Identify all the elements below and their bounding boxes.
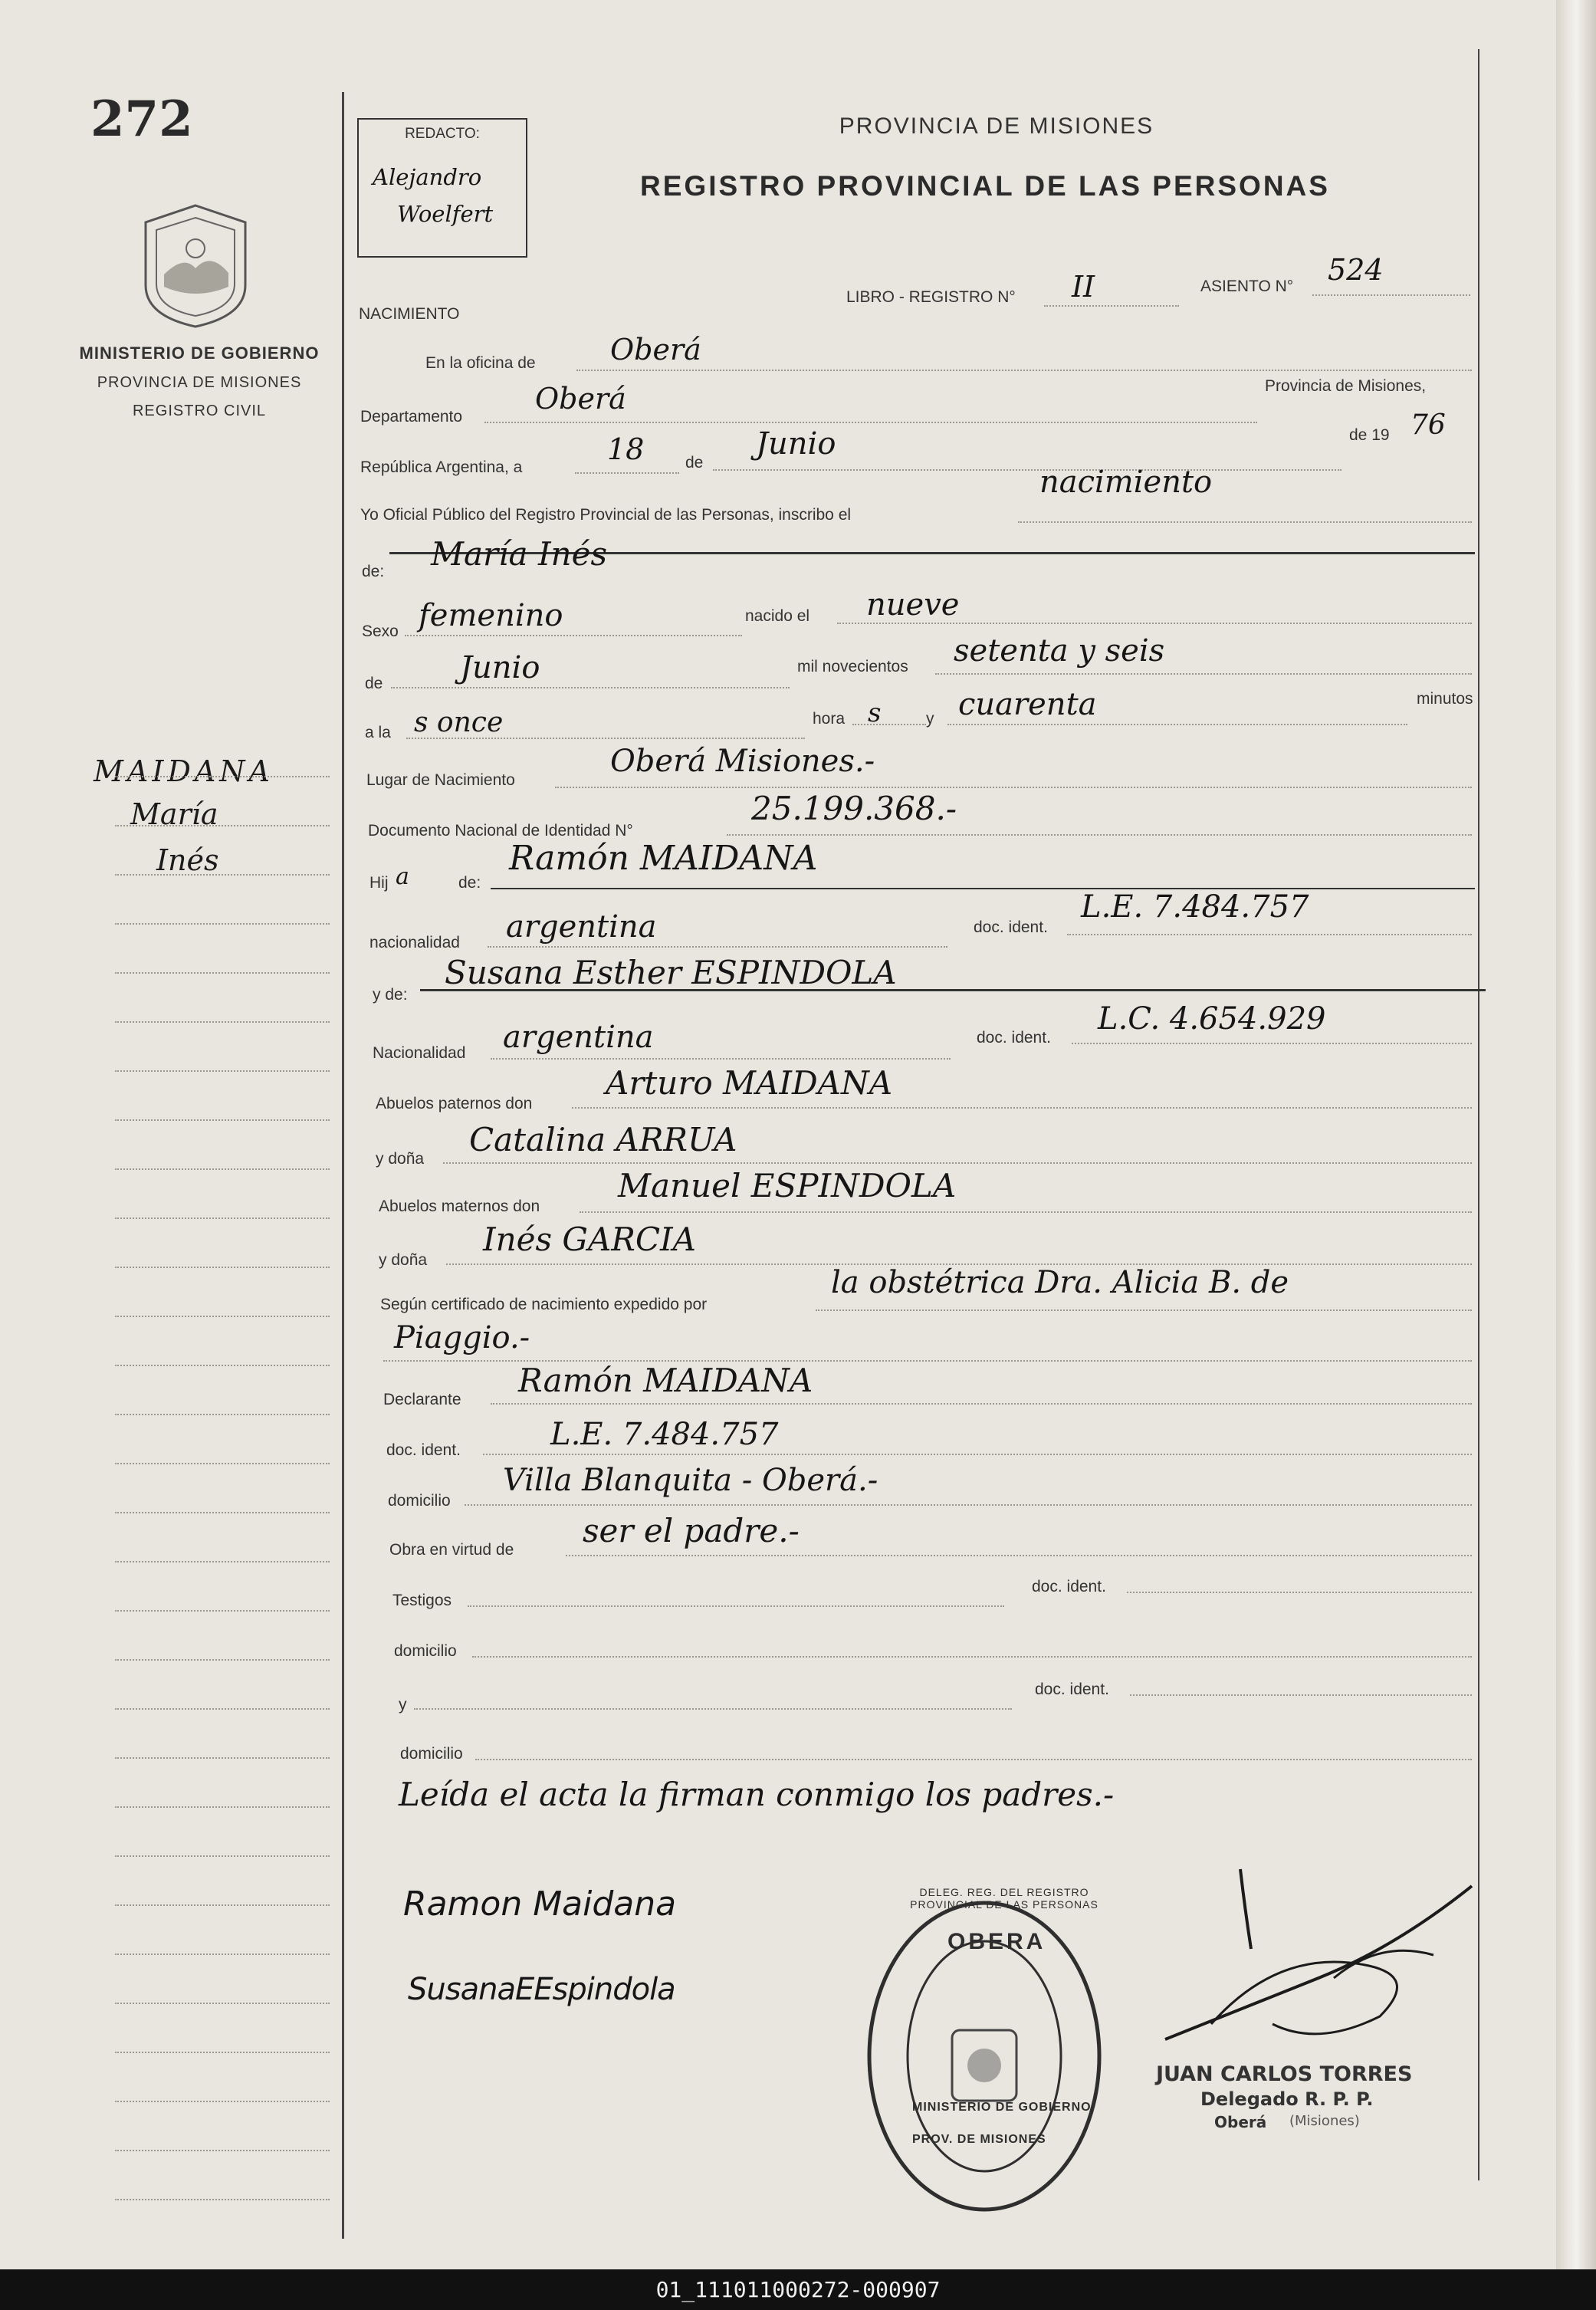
domicilio-label: domicilio: [388, 1492, 451, 1510]
stamp-bottom-text: PROV. DE MISIONES: [912, 2133, 1046, 2146]
margin-ruled-line: [115, 1757, 330, 1759]
doc-decl-value: L.E. 7.484.757: [550, 1417, 779, 1452]
redacto-label: REDACTO:: [405, 126, 480, 142]
ala-value: s once: [414, 707, 504, 738]
margin-ruled-line: [115, 1168, 330, 1170]
margin-ruled-line: [115, 2150, 330, 2151]
binding-edge: [1556, 0, 1596, 2269]
minutos-label: minutos: [1417, 690, 1473, 708]
official-place-note: (Misiones): [1289, 2113, 1360, 2129]
margin-ruled-line: [115, 1659, 330, 1661]
hijo-de-label: de:: [458, 874, 481, 892]
margin-ruled-line: [115, 1806, 330, 1808]
nac-padre-value: argentina: [506, 909, 657, 945]
margin-ruled-line: [115, 1119, 330, 1121]
ministry-heading: [54, 343, 345, 420]
margin-ruled-line: [115, 2052, 330, 2053]
doc-padre-label: doc. ident.: [974, 918, 1048, 936]
anio-nac-value: setenta y seis: [954, 633, 1165, 669]
y-dona2-label: y doña: [379, 1251, 428, 1269]
departamento-value: Oberá: [535, 382, 626, 416]
mes-nac-value: Junio: [460, 650, 540, 685]
margin-surname: MAIDANA: [94, 754, 274, 788]
stamp-top-text: OBERA: [947, 1929, 1046, 1954]
asiento-value: 524: [1328, 253, 1384, 287]
obra-value: ser el padre.-: [583, 1512, 800, 1549]
domicilio-t2-label: domicilio: [400, 1745, 463, 1763]
sexo-value: femenino: [419, 598, 563, 633]
libro-value: II: [1072, 270, 1095, 304]
certificado-value-1: la obstétrica Dra. Alicia B. de: [831, 1265, 1289, 1300]
doc-madre-value: L.C. 4.654.929: [1098, 1001, 1326, 1037]
page-number: 272: [90, 90, 193, 148]
abuelo-mat-value: Manuel ESPINDOLA: [618, 1167, 957, 1204]
domicilio-value: Villa Blanquita - Oberá.-: [503, 1463, 878, 1498]
margin-ruled-line: [115, 776, 330, 777]
testigos-label: Testigos: [392, 1592, 452, 1609]
margin-ruled-line: [115, 972, 330, 974]
doc-t2-label: doc. ident.: [1035, 1681, 1109, 1698]
ministry-registry: REGISTRO CIVIL: [132, 403, 267, 419]
ala-label: a la: [365, 724, 391, 741]
provincial-seal-icon: [138, 201, 253, 331]
minutos-value: cuarenta: [958, 687, 1097, 722]
stamp-ring-text: DELEG. REG. DEL REGISTRO PROVINCIAL DE LAS PERSONAS: [910, 1886, 1098, 1911]
dni-label: Documento Nacional de Identidad N°: [368, 822, 633, 840]
ministry-province: PROVINCIA DE MISIONES: [97, 374, 302, 391]
declarante-value: Ramón MAIDANA: [518, 1362, 813, 1399]
anio-value: 76: [1410, 409, 1446, 441]
header-registry: REGISTRO PROVINCIAL DE LAS PERSONAS: [640, 170, 1330, 202]
header-province: PROVINCIA DE MISIONES: [839, 113, 1154, 139]
y-label: y: [926, 710, 934, 728]
record-type: NACIMIENTO: [359, 305, 460, 323]
abuelo-pat-value: Arturo MAIDANA: [606, 1064, 893, 1102]
de-label: de: [685, 454, 704, 472]
margin-ruled-line: [115, 1610, 330, 1612]
oficina-value: Oberá: [610, 333, 701, 366]
de3-label: de: [365, 675, 383, 692]
margin-ruled-line: [115, 825, 330, 826]
asiento-label: ASIENTO N°: [1200, 278, 1294, 295]
de2-label: de:: [362, 563, 385, 580]
official-signature-icon: [1150, 1863, 1487, 2078]
margin-ruled-line: [115, 1316, 330, 1317]
redacto-line2: Woelfert: [397, 201, 494, 227]
margin-ruled-line: [115, 2003, 330, 2004]
obra-label: Obra en virtud de: [389, 1541, 514, 1559]
nac-padre-label: nacionalidad: [369, 934, 460, 951]
y-de-label: y de:: [373, 986, 408, 1004]
margin-ruled-line: [115, 1953, 330, 1955]
doc-t1-label: doc. ident.: [1032, 1578, 1106, 1595]
hijo-suffix: a: [396, 863, 409, 890]
margin-ruled-line: [115, 874, 330, 876]
oficial-value: nacimiento: [1039, 465, 1213, 500]
official-name: JUAN CARLOS TORRES: [1156, 2062, 1413, 2086]
margin-ruled-line: [115, 1365, 330, 1366]
lugar-label: Lugar de Nacimiento: [366, 771, 515, 789]
nac-madre-value: argentina: [503, 1020, 654, 1055]
redacto-box: [357, 118, 527, 258]
abuela-pat-value: Catalina ARRUA: [469, 1121, 737, 1158]
redacto-line1: Alejandro: [373, 164, 482, 190]
official-title: Delegado R. P. P.: [1200, 2088, 1374, 2110]
margin-ruled-line: [115, 1217, 330, 1219]
stamp-inner-text: MINISTERIO DE GOBIERNO: [912, 2101, 1092, 2114]
margin-ruled-line: [115, 1904, 330, 1906]
nacido-value: nueve: [866, 587, 960, 623]
certificado-value-2: Piaggio.-: [394, 1320, 530, 1355]
provincia-label: Provincia de Misiones,: [1265, 377, 1427, 395]
abuela-mat-value: Inés GARCIA: [483, 1221, 696, 1258]
abuelos-pat-label: Abuelos paternos don: [376, 1095, 533, 1112]
margin-rule: [342, 92, 344, 2239]
margin-ruled-line: [115, 923, 330, 925]
doc-madre-label: doc. ident.: [977, 1029, 1051, 1047]
margin-ruled-line: [115, 2101, 330, 2102]
dni-value: 25.199.368.-: [751, 790, 957, 827]
ministry-name: MINISTERIO DE GOBIERNO: [79, 343, 320, 363]
margin-ruled-line: [115, 1561, 330, 1562]
hijo-label: Hij: [369, 874, 389, 892]
nacido-label: nacido el: [745, 607, 810, 625]
margin-ruled-line: [115, 2199, 330, 2200]
margin-ruled-line: [115, 1463, 330, 1464]
nac-madre-label: Nacionalidad: [373, 1044, 466, 1062]
margin-ruled-line: [115, 1414, 330, 1415]
y-t2-label: y: [399, 1696, 407, 1714]
sexo-label: Sexo: [362, 623, 399, 640]
closing-statement: Leída el acta la firman conmigo los padres.-: [399, 1776, 1115, 1813]
oficina-label: En la oficina de: [425, 354, 536, 372]
margin-name2: Inés: [156, 843, 219, 877]
oficial-label: Yo Oficial Público del Registro Provincial de las Personas, inscribo el: [360, 506, 852, 524]
signature-father: Ramon Maidana: [403, 1884, 677, 1924]
padre-value: Ramón MAIDANA: [509, 839, 818, 878]
republica-label: República Argentina, a: [360, 458, 523, 476]
margin-ruled-line: [115, 1267, 330, 1268]
domicilio-t1-label: domicilio: [394, 1642, 457, 1660]
margin-ruled-line: [115, 1021, 330, 1023]
madre-value: Susana Esther ESPINDOLA: [445, 954, 897, 991]
certificado-label: Según certificado de nacimiento expedido por: [380, 1296, 708, 1313]
margin-ruled-line: [115, 1512, 330, 1513]
nombre-value: María Inés: [431, 535, 607, 573]
doc-padre-value: L.E. 7.484.757: [1081, 889, 1309, 925]
margin-ruled-line: [115, 1708, 330, 1710]
hora-value: s: [868, 698, 882, 728]
libro-label: LIBRO - REGISTRO N°: [846, 288, 1016, 306]
hora-label: hora: [813, 710, 846, 728]
lugar-value: Oberá Misiones.-: [610, 744, 875, 779]
doc-decl-label: doc. ident.: [386, 1441, 461, 1459]
anio-label: de 19: [1349, 426, 1390, 444]
mes-value: Junio: [756, 426, 836, 462]
margin-name1: María: [130, 797, 218, 831]
declarante-label: Declarante: [383, 1391, 461, 1408]
margin-ruled-line: [115, 1070, 330, 1072]
signature-mother: SusanaEEspindola: [408, 1972, 675, 2007]
abuelos-mat-label: Abuelos maternos don: [379, 1198, 540, 1215]
mil-label: mil novecientos: [797, 658, 908, 675]
dia-value: 18: [607, 432, 645, 466]
scan-id-footer: 01_111011000272-000907: [0, 2269, 1596, 2310]
official-place: Oberá: [1214, 2113, 1267, 2131]
y-dona-label: y doña: [376, 1150, 425, 1168]
margin-ruled-line: [115, 1855, 330, 1857]
departamento-label: Departamento: [360, 408, 463, 426]
right-rule: [1478, 49, 1479, 2180]
